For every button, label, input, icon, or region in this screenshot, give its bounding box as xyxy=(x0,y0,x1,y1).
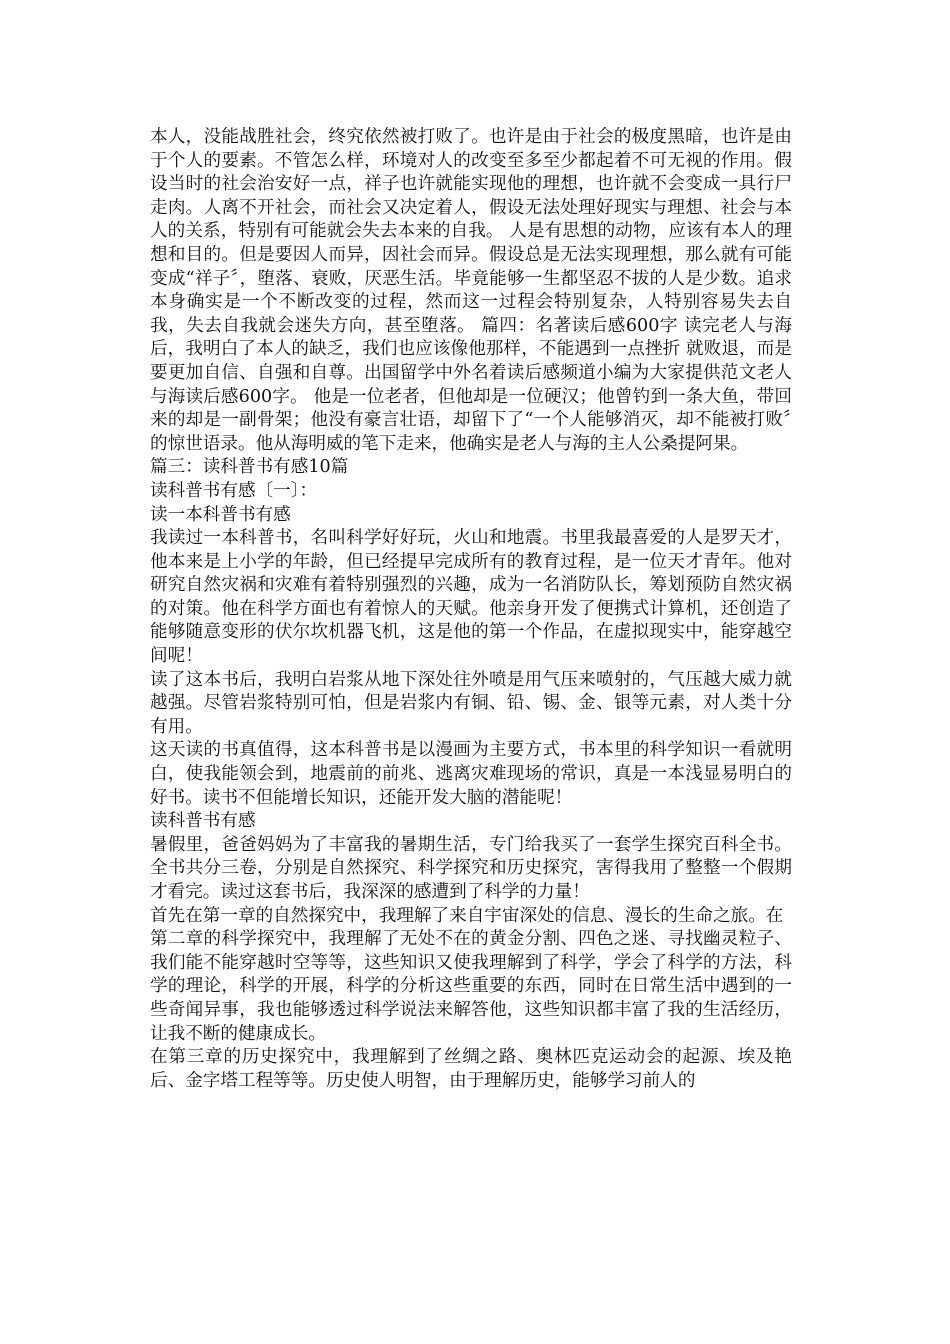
article-title-science-book: 读一本科普书有感 xyxy=(150,504,291,525)
paragraph-magma: 读了这本书后，我明白岩浆从地下深处往外喷是用气压来喷射的，气压越大威力就越强。尽管岩浆特别可怕，但是岩浆内有铜、铅、锡、金、银等元素，对人类十分有用。 xyxy=(150,669,792,737)
paragraph-chapter-two: 第二章的科学探究中，我理解了无处不在的黄金分割、四色之迷、寻找幽灵粒子、我们能不能穿越时空等等，这些知识又使我理解到了科学，学会了科学的方法，科学的理论，科学的开展，科学的分析这些重要的东西，同时在日常生活中遇到的一些奇闻异事，我也能够透过科学说法来解答他，这些知识都丰富了我的生活经历，让我不断的健康成长。 xyxy=(150,929,792,1044)
article-title-reading-science: 读科普书有感 xyxy=(150,811,256,832)
paragraph-chapter-one: 首先在第一章的自然探究中，我理解了来自宇宙深处的信息、漫长的生命之旅。在 xyxy=(150,905,784,926)
paragraph-chapter-three: 在第三章的历史探究中，我理解到了丝绸之路、奥林匹克运动会的起源、埃及艳后、金字塔工程等等。历史使人明智，由于理解历史，能够学习前人的 xyxy=(150,1047,792,1091)
section-title-part-three: 篇三：读科普书有感10篇 xyxy=(150,457,349,478)
document-page xyxy=(150,126,792,1093)
paragraph-book-intro: 我读过一本科普书，名叫科学好好玩，火山和地震。书里我最喜爱的人是罗天才，他本来是上小学的年龄，但已经提早完成所有的教育过程，是一位天才青年。他对研究自然灾祸和灾难有着特别强烈的兴趣，成为一名消防队长，筹划预防自然灾祸的对策。他在科学方面也有着惊人的天赋。他亲身开发了便携式计算机，还创造了能够随意变形的伏尔坎机器飞机，这是他的第一个作品，在虚拟现实中，能穿越空间呢！ xyxy=(150,528,792,667)
paragraph-summer-vacation: 暑假里，爸爸妈妈为了丰富我的暑期生活，专门给我买了一套学生探究百科全书。全书共分三卷，分别是自然探究、科学探究和历史探究，害得我用了整整一个假期才看完。读过这套书后，我深深的感遭到了科学的力量！ xyxy=(150,834,792,902)
paragraph-xiangzi-review: 本人，没能战胜社会，终究依然被打败了。也许是由于社会的极度黑暗，也许是由于个人的要素。不管怎么样，环境对人的改变至多至少都起着不可无视的作用。假设当时的社会治安好一点，祥子也许就能实现他的理想，也许就不会变成一具行尸走肉。人离不开社会，而社会又决定着人，假设无法处理好现实与理想、社会与本人的关系，特别有可能就会失去本来的自我。 人是有思想的动物，应该有本人的理想和目的。但是要因人而异，因社会而异。假设总是无法实现理想，那么就有可能变成“祥子〞，堕落、衰败，厌恶生活。毕竟能够一生都坚忍不拔的人是少数。追求本身确实是一个不断改变的过程，然而这一过程会特别复杂，人特别容易失去自我，失去自我就会迷失方向，甚至堕落。 篇四：名著读后感600字 读完老人与海后，我明白了本人的缺乏，我们也应该像他那样，不能遇到一点挫折 就败退，而是要更加自信、自强和自尊。出国留学中外名着读后感频道小编为大家提供范文老人与海读后感600字。 他是一位老者，但他却是一位硬汉；他曾钓到一条大鱼，带回来的却是一副骨架；他没有豪言壮语，却留下了“一个人能够消灭，却不能被打败〞的惊世语录。他从海明威的笔下走来，他确实是老人与海的主人公桑提阿果。 xyxy=(150,127,792,454)
paragraph-worth-reading: 这天读的书真值得，这本科普书是以漫画为主要方式，书本里的科学知识一看就明白，使我能领会到，地震前的前兆、逃离灾难现场的常识，真是一本浅显易明白的好书。读书不但能增长知识，还能开发大脑的潜能呢！ xyxy=(150,740,792,808)
subsection-title-one: 读科普书有感〔一〕： xyxy=(150,480,318,501)
